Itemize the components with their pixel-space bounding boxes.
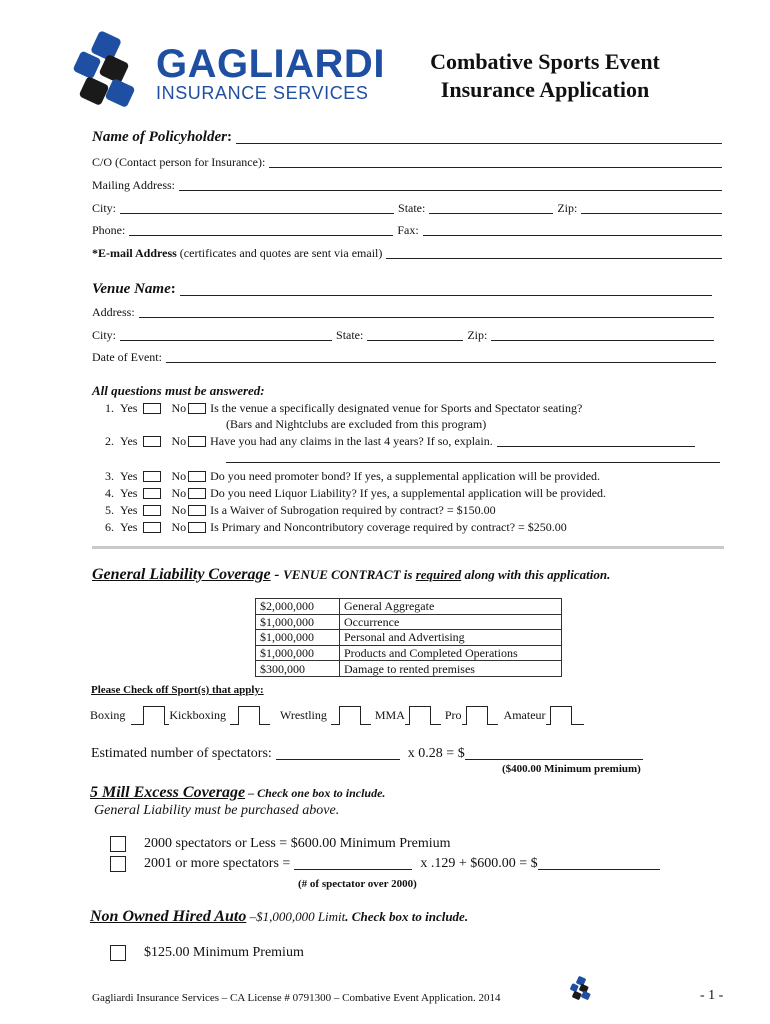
excess-spectators-field[interactable]: [294, 856, 412, 870]
venue-name-label: Venue Name: [92, 281, 171, 297]
sport-underline: [131, 706, 143, 725]
gl-dash: -: [270, 567, 284, 583]
venue-city-field[interactable]: [120, 329, 332, 341]
question-number: 6.: [105, 519, 114, 534]
yes-checkbox[interactable]: [143, 522, 161, 533]
phone-fax-row: [92, 222, 726, 238]
no-label: No: [171, 519, 187, 534]
fax-label: Fax:: [397, 223, 419, 237]
sport-label-kickboxing: Kickboxing: [169, 708, 227, 722]
spectators-calc: x 0.28 = $: [407, 746, 465, 761]
policyholder-name-row: [92, 128, 726, 146]
questions-heading: All questions must be answered:: [92, 383, 265, 398]
question-text: Do you need Liquor Liability? If yes, a supplemental application will be provided.: [210, 485, 607, 500]
table-row: [256, 661, 562, 677]
no-checkbox[interactable]: [188, 522, 206, 533]
zip-label: Zip:: [557, 201, 578, 215]
no-checkbox[interactable]: [188, 403, 206, 414]
limit-coverage: Personal and Advertising: [340, 630, 562, 646]
sport-underline: [488, 706, 498, 725]
question-4: [92, 485, 606, 501]
event-date-label: Date of Event:: [92, 350, 162, 364]
excess-option-2-label: 2001 or more spectators =: [144, 856, 291, 871]
question-text: Is a Waiver of Subrogation required by contract? = $150.00: [210, 502, 496, 517]
limit-coverage: General Aggregate: [340, 599, 562, 615]
hired-auto-option: [110, 945, 304, 961]
no-label: No: [171, 468, 187, 483]
city-label: City:: [92, 201, 117, 215]
contact-field[interactable]: [269, 156, 722, 168]
document-title: [410, 48, 680, 104]
question-1: [92, 400, 582, 416]
yes-checkbox[interactable]: [143, 436, 161, 447]
spectators-total-field[interactable]: [465, 748, 643, 760]
spectators-field[interactable]: [276, 748, 400, 760]
excess-option-2-checkbox[interactable]: [110, 856, 126, 872]
email-row: [92, 245, 726, 261]
yes-label: Yes: [120, 502, 138, 517]
spectators-row: [91, 744, 681, 762]
city-state-zip-row: [92, 200, 726, 216]
email-note: (certificates and quotes are sent via email): [179, 246, 383, 260]
venue-state-field[interactable]: [367, 329, 463, 341]
limit-amount: $300,000: [256, 661, 340, 677]
policyholder-name-field[interactable]: [236, 132, 722, 144]
excess-option-2-calc: x .129 + $600.00 = $: [420, 856, 538, 871]
page-number: - 1 -: [700, 988, 724, 1003]
excess-option-2: [110, 856, 664, 872]
venue-address-label: Address:: [92, 305, 135, 319]
limit-coverage: Damage to rented premises: [340, 661, 562, 677]
brand-subtitle: INSURANCE SERVICES: [156, 83, 369, 103]
sports-checklist: [90, 706, 584, 725]
sport-underline: [572, 706, 584, 725]
question-3: [92, 468, 600, 484]
zip-field[interactable]: [581, 202, 722, 214]
brand-name: GAGLIARDI: [156, 42, 385, 86]
table-row: [256, 630, 562, 646]
footer-logo-icon: [570, 976, 592, 1000]
venue-zip-field[interactable]: [491, 329, 714, 341]
spectators-label: Estimated number of spectators:: [91, 746, 272, 761]
sport-checkbox-amateur[interactable]: [550, 706, 572, 725]
sport-underline: [361, 706, 371, 725]
title-line-2: Insurance Application: [440, 77, 650, 102]
question-1-note: (Bars and Nightclubs are excluded from this program): [226, 417, 487, 431]
fax-field[interactable]: [423, 224, 722, 236]
question-text: Have you had any claims in the last 4 years? If so, explain.: [210, 433, 493, 448]
yes-checkbox[interactable]: [143, 505, 161, 516]
limit-amount: $2,000,000: [256, 599, 340, 615]
gl-heading: [92, 566, 610, 584]
claims-explain-line-2[interactable]: [226, 462, 720, 463]
company-logo-icon: [72, 30, 144, 108]
limit-coverage: Products and Completed Operations: [340, 645, 562, 661]
contact-label: C/O (Contact person for Insurance):: [92, 155, 266, 169]
question-number: 1.: [105, 400, 114, 415]
venue-state-label: State:: [336, 328, 364, 342]
sports-heading: Please Check off Sport(s) that apply:: [91, 684, 264, 696]
colon: :: [170, 281, 176, 297]
sport-underline: [431, 706, 441, 725]
excess-option-1-label: 2000 spectators or Less = $600.00 Minimum Premium: [144, 836, 451, 851]
question-number: 5.: [105, 502, 114, 517]
question-6: [92, 519, 567, 535]
claims-explain-field[interactable]: [497, 435, 695, 447]
state-field[interactable]: [429, 202, 553, 214]
no-checkbox[interactable]: [188, 505, 206, 516]
excess-note: General Liability must be purchased above.: [94, 803, 340, 818]
question-number: 2.: [105, 433, 114, 448]
yes-label: Yes: [120, 519, 138, 534]
excess-instruction: – Check one box to include.: [245, 786, 386, 800]
mailing-label: Mailing Address:: [92, 178, 175, 192]
question-text: Do you need promoter bond? If yes, a supplemental application will be provided.: [210, 468, 601, 483]
question-5: [92, 502, 496, 518]
contact-row: [92, 154, 726, 170]
venue-address-row: [92, 304, 718, 320]
title-line-1: Combative Sports Event: [430, 49, 660, 74]
limit-coverage: Occurrence: [340, 614, 562, 630]
venue-name-field[interactable]: [180, 284, 712, 296]
event-date-row: [92, 349, 720, 365]
mailing-row: [92, 177, 726, 193]
venue-address-field[interactable]: [139, 306, 714, 318]
hired-auto-heading: [90, 908, 468, 926]
sport-label-wrestling: Wrestling: [280, 708, 327, 722]
yes-checkbox[interactable]: [143, 403, 161, 414]
gl-title: General Liability Coverage: [92, 566, 271, 583]
excess-option-1-checkbox[interactable]: [110, 836, 126, 852]
excess-heading: [90, 784, 385, 802]
no-checkbox[interactable]: [188, 436, 206, 447]
no-label: No: [171, 400, 187, 415]
sport-underline: [230, 706, 238, 725]
hired-auto-limit: –$1,000,000 Limit: [246, 909, 346, 924]
table-row: [256, 599, 562, 615]
hired-auto-checkbox[interactable]: [110, 945, 126, 961]
sport-checkbox-pro[interactable]: [466, 706, 488, 725]
sport-checkbox-kickboxing[interactable]: [238, 706, 260, 725]
sport-checkbox-wrestling[interactable]: [339, 706, 361, 725]
no-label: No: [171, 485, 187, 500]
no-checkbox[interactable]: [188, 471, 206, 482]
yes-label: Yes: [120, 433, 138, 448]
state-label: State:: [398, 201, 426, 215]
yes-checkbox[interactable]: [143, 488, 161, 499]
sport-checkbox-boxing[interactable]: [143, 706, 165, 725]
email-field[interactable]: [386, 247, 722, 259]
sport-label-boxing: Boxing: [90, 708, 126, 722]
yes-label: Yes: [120, 400, 138, 415]
question-number: 3.: [105, 468, 114, 483]
yes-label: Yes: [120, 485, 138, 500]
yes-checkbox[interactable]: [143, 471, 161, 482]
hired-auto-title: Non Owned Hired Auto: [90, 908, 247, 925]
no-label: No: [171, 433, 187, 448]
hired-auto-label: $125.00 Minimum Premium: [144, 945, 304, 960]
yes-label: Yes: [120, 468, 138, 483]
limit-amount: $1,000,000: [256, 614, 340, 630]
hired-auto-instruction: . Check box to include.: [345, 909, 469, 924]
table-row: [256, 645, 562, 661]
colon: :: [226, 129, 232, 145]
table-row: [256, 614, 562, 630]
excess-title: 5 Mill Excess Coverage: [90, 784, 246, 801]
gl-limits-table: [255, 598, 562, 677]
phone-label: Phone:: [92, 223, 126, 237]
limit-amount: $1,000,000: [256, 645, 340, 661]
excess-total-field[interactable]: [538, 856, 660, 870]
question-text: Is the venue a specifically designated venue for Sports and Spectator seating?: [210, 400, 583, 415]
excess-option-2-note: (# of spectator over 2000): [298, 878, 417, 890]
venue-city-label: City:: [92, 328, 117, 342]
sport-underline: [331, 706, 339, 725]
sport-checkbox-mma[interactable]: [409, 706, 431, 725]
phone-field[interactable]: [129, 224, 393, 236]
venue-name-row: [92, 280, 716, 298]
venue-zip-label: Zip:: [467, 328, 488, 342]
sport-underline: [260, 706, 270, 725]
no-checkbox[interactable]: [188, 488, 206, 499]
gl-contract-pre: VENUE CONTRACT is: [283, 567, 416, 582]
city-field[interactable]: [120, 202, 394, 214]
venue-city-row: [92, 327, 718, 343]
question-number: 4.: [105, 485, 114, 500]
gl-contract-required: required: [415, 567, 462, 582]
gl-contract-post: along with this application.: [461, 567, 611, 582]
mailing-field[interactable]: [179, 179, 722, 191]
policyholder-name-label: Name of Policyholder: [92, 129, 227, 145]
sport-label-amateur: Amateur: [503, 708, 546, 722]
email-label: *E-mail Address: [92, 246, 177, 260]
sport-label-pro: Pro: [444, 708, 462, 722]
question-2: [92, 433, 699, 449]
question-text: Is Primary and Noncontributory coverage required by contract? = $250.00: [210, 519, 567, 534]
sport-label-mma: MMA: [374, 708, 405, 722]
limit-amount: $1,000,000: [256, 630, 340, 646]
excess-option-1: [110, 836, 451, 852]
section-divider: [92, 546, 724, 549]
no-label: No: [171, 502, 187, 517]
gl-minimum-premium: ($400.00 Minimum premium): [502, 763, 641, 775]
event-date-field[interactable]: [166, 351, 716, 363]
footer-text: Gagliardi Insurance Services – CA License # 0791300 – Combative Event Application. 2014: [92, 992, 501, 1004]
